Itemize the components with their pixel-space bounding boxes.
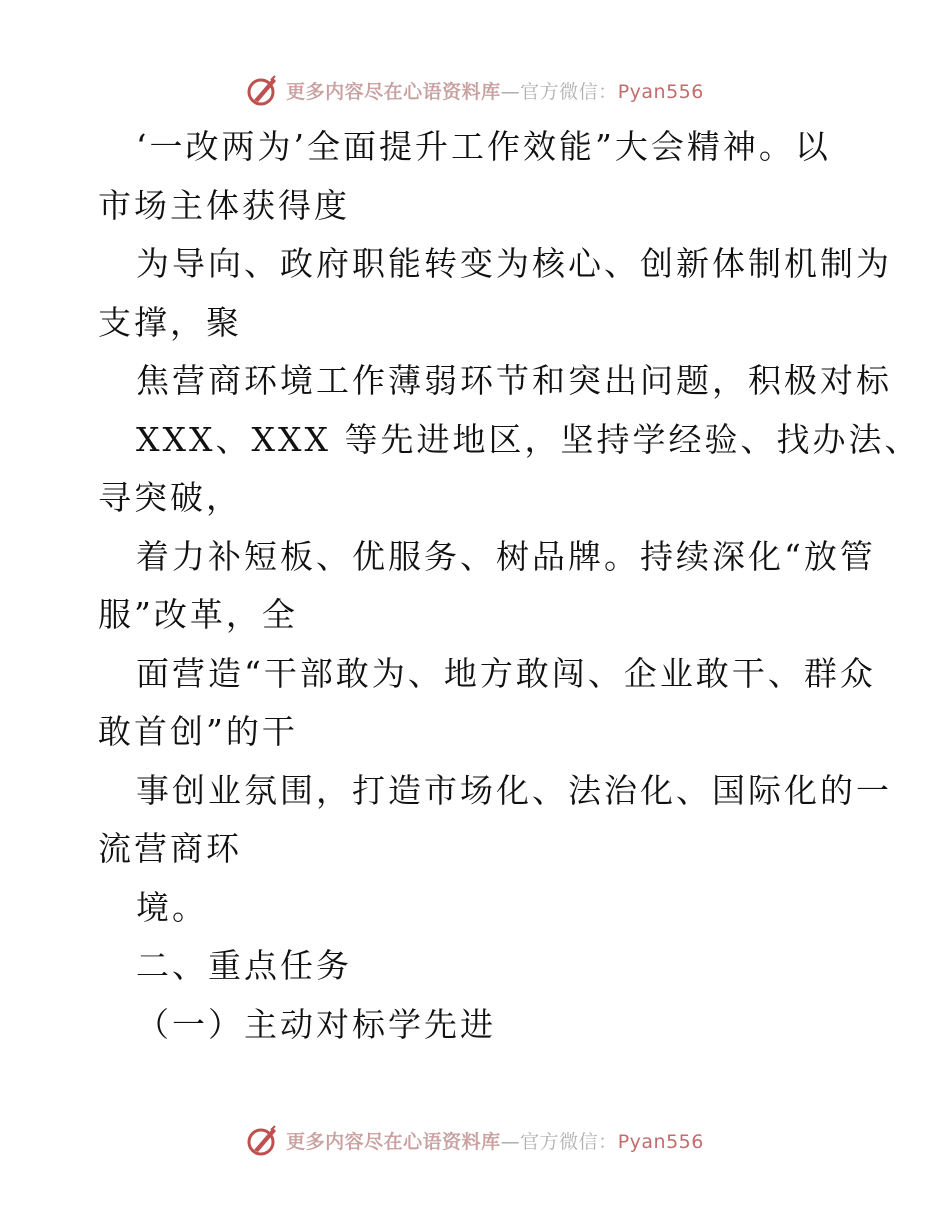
watermark-wechat-label: 官方微信：: [520, 80, 618, 103]
watermark-wechat-label: 官方微信：: [520, 1130, 618, 1153]
text-line: 境。: [136, 887, 208, 927]
text-line: 面营造“干部敢为、地方敢闯、企业敢干、群众: [136, 653, 876, 693]
text-line: XXX、XXX 等先进地区，坚持学经验、找办法、: [136, 419, 921, 459]
quill-pen-logo-icon: [246, 73, 280, 107]
text-line: 为导向、政府职能转变为核心、创新体制机制为: [136, 244, 892, 283]
text-line: （一）主动对标学先进: [136, 1004, 496, 1044]
watermark-text: [286, 1127, 704, 1154]
watermark-wechat-id: Pyan556: [617, 1130, 704, 1153]
watermark-brand: 更多内容尽在心语资料库: [286, 1130, 501, 1153]
text-line: 市场主体获得度: [98, 185, 350, 225]
text-line: 事创业氛围，打造市场化、法治化、国际化的一: [136, 770, 892, 810]
watermark-text: [286, 77, 704, 104]
text-line: 焦营商环境工作薄弱环节和突出问题，积极对标: [136, 361, 892, 400]
text-line: ‘一改两为’全面提升工作效能”大会精神。以: [136, 127, 831, 166]
quill-pen-logo-icon: [246, 1123, 280, 1157]
text-line: 流营商环: [98, 829, 242, 868]
text-line: 支撑，聚: [98, 302, 242, 342]
text-line: 二、重点任务: [136, 946, 352, 985]
text-line: 着力补短板、优服务、树品牌。持续深化“放管: [136, 536, 876, 576]
header-watermark: [0, 70, 950, 110]
watermark-wechat-id: Pyan556: [617, 80, 704, 103]
watermark-brand: 更多内容尽在心语资料库: [286, 80, 501, 103]
watermark-separator: —: [500, 80, 521, 103]
footer-watermark: [0, 1120, 950, 1160]
text-line: 敢首创”的干: [98, 712, 298, 751]
text-line: 服”改革，全: [98, 595, 298, 634]
document-body: [98, 118, 921, 1054]
text-line: 寻突破，: [98, 478, 242, 517]
watermark-separator: —: [500, 1130, 521, 1153]
